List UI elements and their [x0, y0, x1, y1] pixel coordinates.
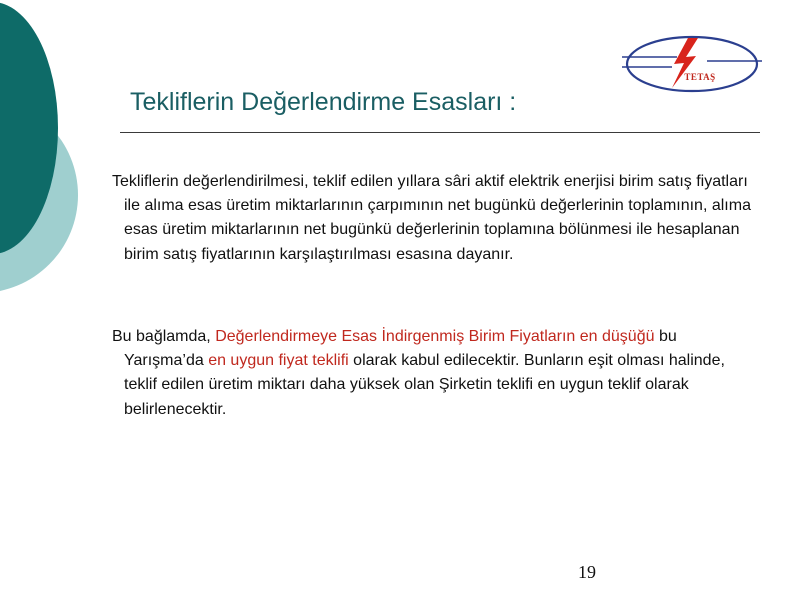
paragraph-1: [112, 170, 752, 267]
paragraph-1-text: Tekliflerin değerlendirilmesi, teklif edilen yıllara sâri aktif elektrik enerjisi birim satış fiyatları ile alıma esas üretim miktarlarının çarpımının net bugünkü değerlerinin toplamının, alıma esas üretim miktarlarının net bugünkü değerlerinin toplamına bölünmesi ile hesaplanan birim satış fiyatlarının karşılaştırılması esasına dayanır.: [112, 173, 751, 263]
paragraph-2-part2: bu Yarışma’da: [124, 328, 677, 370]
logo-text: TETAŞ: [684, 72, 716, 82]
slide-title: Tekliflerin Değerlendirme Esasları :: [130, 88, 517, 116]
paragraph-2-highlight2: en uygun fiyat teklifi: [208, 352, 349, 370]
paragraph-2: [112, 325, 752, 422]
paragraph-2-highlight1: Değerlendirmeye Esas İndirgenmiş Birim Fiyatların en düşüğü: [215, 328, 655, 345]
tetas-logo: [622, 34, 762, 98]
page-number: 19: [578, 562, 596, 582]
paragraph-2-part1: Bu bağlamda,: [112, 328, 216, 345]
paragraph-2-part3: olarak kabul edilecektir. Bunların eşit olması halinde, teklif edilen üretim miktarı daha yüksek olan Şirketin teklifi en uygun teklif olarak belirlenecektir.: [124, 352, 725, 418]
title-divider: [120, 132, 760, 133]
